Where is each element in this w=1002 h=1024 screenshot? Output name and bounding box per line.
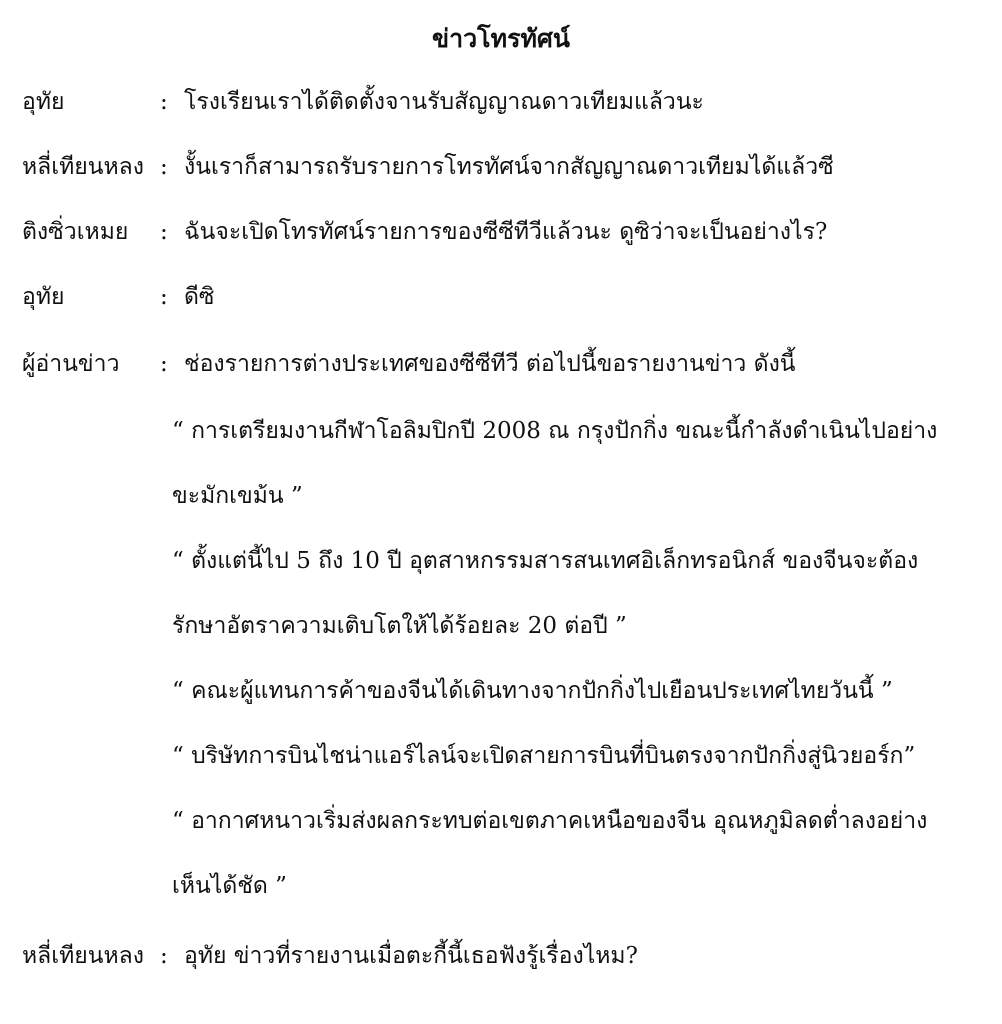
document-title: ข่าวโทรทัศน์	[432, 24, 570, 53]
dialogue-text: ช่องรายการต่างประเทศของซีซีทีวี ต่อไปนี้ขอรายงานข่าว ดังนี้	[184, 351, 796, 377]
news-item-text: “ บริษัทการบินไชน่าแอร์ไลน์จะเปิดสายการบินที่บินตรงจากปักกิ่งสู่นิวยอร์ก”	[172, 743, 916, 769]
speaker-colon: :	[160, 351, 168, 377]
speaker-label: อุทัย	[22, 284, 65, 310]
dialogue-text: อุทัย ข่าวที่รายงานเมื่อตะกี้นี้เธอฟังรู้เรื่องไหม?	[184, 943, 638, 969]
dialogue-text: ดีซิ	[184, 284, 215, 310]
speaker-colon: :	[160, 219, 168, 245]
speaker-label: อุทัย	[22, 89, 65, 115]
speaker-colon: :	[160, 943, 168, 969]
news-item-text: “ อากาศหนาวเริ่มส่งผลกระทบต่อเขตภาคเหนือของจีน อุณหภูมิลดต่ำลงอย่าง	[172, 808, 928, 834]
news-item-text: “ การเตรียมงานกีฬาโอลิมปิกปี 2008 ณ กรุงปักกิ่ง ขณะนี้กำลังดำเนินไปอย่าง	[172, 418, 938, 444]
dialogue-text: งั้นเราก็สามารถรับรายการโทรทัศน์จากสัญญาณดาวเทียมได้แล้วซี	[184, 154, 834, 180]
speaker-label: ติงซิ่วเหมย	[22, 219, 129, 245]
speaker-label: หลี่เทียนหลง	[22, 943, 144, 969]
news-item-text: รักษาอัตราความเติบโตให้ได้ร้อยละ 20 ต่อปี ”	[172, 613, 627, 639]
dialogue-text: ฉันจะเปิดโทรทัศน์รายการของซีซีทีวีแล้วนะ ดูซิว่าจะเป็นอย่างไร?	[184, 219, 828, 245]
news-item-text: เห็นได้ชัด ”	[172, 873, 287, 899]
news-item-text: “ ตั้งแต่นี้ไป 5 ถึง 10 ปี อุตสาหกรรมสารสนเทศอิเล็กทรอนิกส์ ของจีนจะต้อง	[172, 548, 919, 574]
speaker-label: ผู้อ่านข่าว	[22, 351, 120, 377]
dialogue-text: โรงเรียนเราได้ติดตั้งจานรับสัญญาณดาวเทียมแล้วนะ	[184, 89, 704, 115]
speaker-label: หลี่เทียนหลง	[22, 154, 144, 180]
news-item-text: ขะมักเขม้น ”	[172, 483, 303, 509]
speaker-colon: :	[160, 89, 168, 115]
speaker-colon: :	[160, 154, 168, 180]
news-item-text: “ คณะผู้แทนการค้าของจีนได้เดินทางจากปักกิ่งไปเยือนประเทศไทยวันนี้ ”	[172, 678, 893, 704]
speaker-colon: :	[160, 284, 168, 310]
